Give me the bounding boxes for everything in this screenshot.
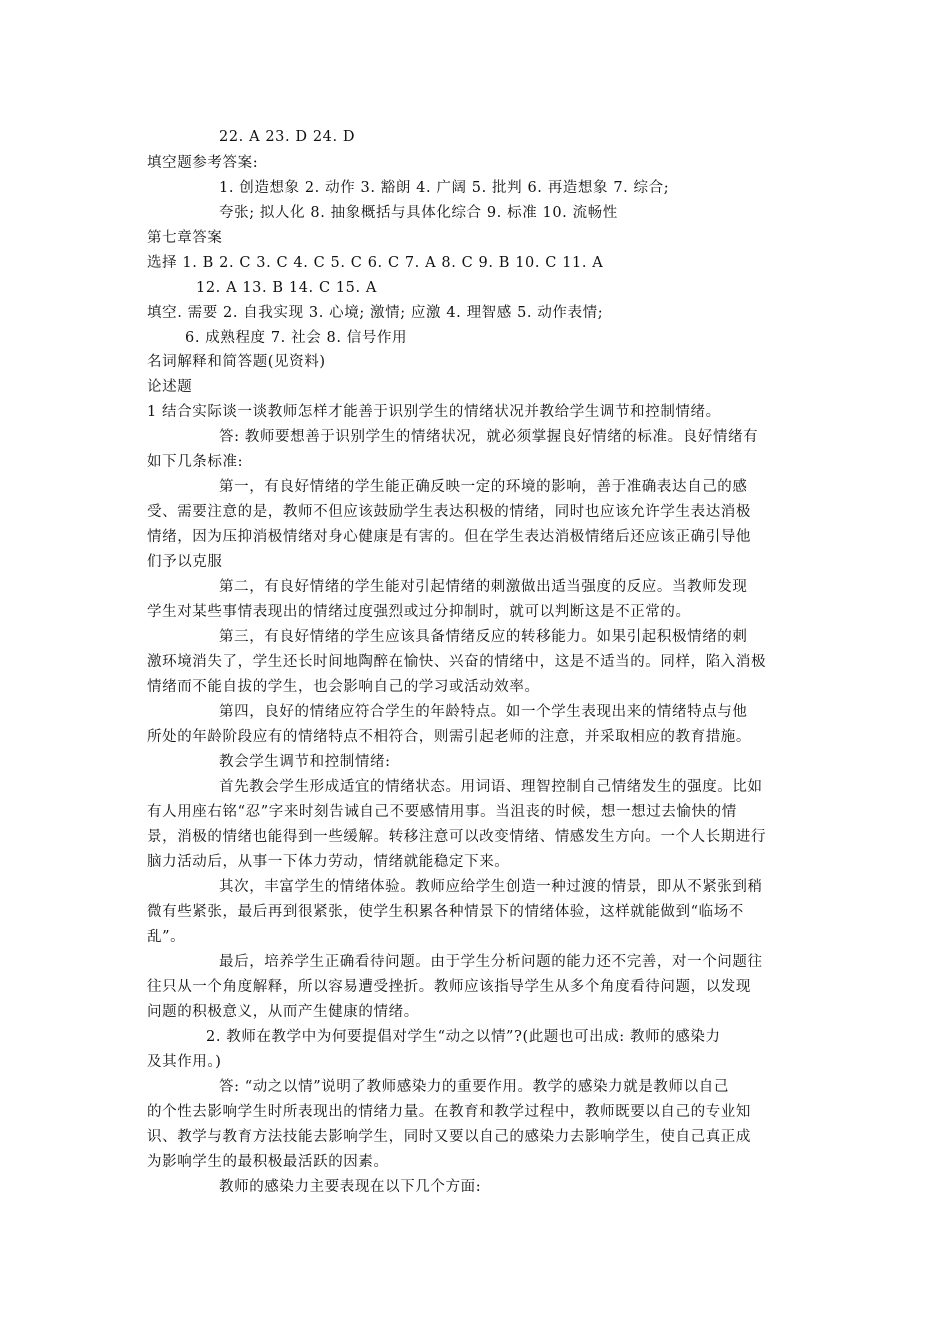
paragraph-line: 其次，丰富学生的情绪体验。教师应给学生创造一种过渡的情景，即从不紧张到稍 (219, 879, 763, 895)
question-1: 1 结合实际谈一谈教师怎样才能善于识别学生的情绪状况并教给学生调节和控制情绪。 (147, 404, 721, 420)
paragraph-line: 的个性去影响学生时所表现出的情绪力量。在教育和教学过程中，教师既要以自己的专业知 (147, 1104, 751, 1120)
question-2: 2. 教师在教学中为何要提倡对学生“动之以情”?(此题也可出成: 教师的感染力 (206, 1029, 721, 1045)
question-2-cont: 及其作用。) (147, 1054, 222, 1070)
text-line-choice-answers-1: 选择 1. B 2. C 3. C 4. C 5. C 6. C 7. A 8. C 9. B 10. C 11. A (147, 255, 604, 271)
heading-essay: 论述题 (147, 379, 193, 395)
paragraph-line: 第一，有良好情绪的学生能正确反映一定的环境的影响，善于准确表达自己的感 (219, 479, 748, 495)
text-line-fill-blank-2: 6. 成熟程度 7. 社会 8. 信号作用 (185, 330, 408, 346)
paragraph-line: 所处的年龄阶段应有的情绪特点不相符合，则需引起老师的注意，并采取相应的教育措施。 (147, 729, 751, 745)
paragraph-line: 最后，培养学生正确看待问题。由于学生分析问题的能力还不完善，对一个问题往 (219, 954, 763, 970)
paragraph-line: 情绪，因为压抑消极情绪对身心健康是有害的。但在学生表达消极情绪后还应该正确引导他 (147, 529, 751, 545)
paragraph-line: 如下几条标准: (147, 454, 244, 470)
paragraph-line: 问题的积极意义，从而产生健康的情绪。 (147, 1004, 419, 1020)
paragraph-line: 往只从一个角度解释，所以容易遭受挫折。教师应该指导学生从多个角度看待问题，以发现 (147, 979, 751, 995)
paragraph-line: 答: “动之以情”说明了教师感染力的重要作用。教学的感染力就是教师以自己 (219, 1079, 729, 1095)
text-line-choice-answers-2: 12. A 13. B 14. C 15. A (196, 280, 377, 296)
text-line-fill-answers-1: 1. 创造想象 2. 动作 3. 豁朗 4. 广阔 5. 批判 6. 再造想象 7. 综合; (219, 180, 670, 196)
paragraph-line: 受、需要注意的是，教师不但应该鼓励学生表达积极的情绪，同时也应该允许学生表达消极 (147, 504, 751, 520)
paragraph-line: 激环境消失了，学生还长时间地陶醉在愉快、兴奋的情绪中，这是不适当的。同样，陷入消极 (147, 654, 767, 670)
text-line-answers-22-24: 22. A 23. D 24. D (219, 129, 356, 145)
heading-chapter-7: 第七章答案 (147, 230, 223, 246)
paragraph-line: 教会学生调节和控制情绪: (219, 754, 391, 770)
heading-fill-in-answers: 填空题参考答案: (147, 155, 259, 171)
paragraph-line: 微有些紧张，最后再到很紧张，使学生积累各种情景下的情绪体验，这样就能做到“临场不 (147, 904, 744, 920)
paragraph-line: 第三，有良好情绪的学生应该具备情绪反应的转移能力。如果引起积极情绪的刺 (219, 629, 748, 645)
paragraph-line: 教师的感染力主要表现在以下几个方面: (219, 1179, 482, 1195)
paragraph-line: 第四，良好的情绪应符合学生的年龄特点。如一个学生表现出来的情绪特点与他 (219, 704, 748, 720)
paragraph-line: 们予以克服 (147, 554, 223, 570)
paragraph-line: 答: 教师要想善于识别学生的情绪状况，就必须掌握良好情绪的标准。良好情绪有 (219, 429, 759, 445)
paragraph-line: 脑力活动后，从事一下体力劳动，情绪就能稳定下来。 (147, 854, 510, 870)
paragraph-line: 乱”。 (147, 929, 186, 945)
paragraph-line: 学生对某些事情表现出的情绪过度强烈或过分抑制时，就可以判断这是不正常的。 (147, 604, 691, 620)
text-line-fill-blank-1: 填空. 需要 2. 自我实现 3. 心境; 激情; 应激 4. 理智感 5. 动作表情; (147, 305, 604, 321)
text-line-fill-answers-2: 夸张; 拟人化 8. 抽象概括与具体化综合 9. 标准 10. 流畅性 (219, 205, 618, 221)
paragraph-line: 景，消极的情绪也能得到一些缓解。转移注意可以改变情绪、情感发生方向。一个人长期进行 (147, 829, 767, 845)
heading-terms-short-answer: 名词解释和简答题(见资料) (147, 354, 326, 370)
paragraph-line: 有人用座右铭“忍”字来时刻告诫自己不要感情用事。当沮丧的时候，想一想过去愉快的情 (147, 804, 737, 820)
paragraph-line: 情绪而不能自拔的学生，也会影响自己的学习或活动效率。 (147, 679, 540, 695)
paragraph-line: 识、教学与教育方法技能去影响学生，同时又要以自己的感染力去影响学生，使自己真正成 (147, 1129, 751, 1145)
paragraph-line: 为影响学生的最积极最活跃的因素。 (147, 1154, 389, 1170)
paragraph-line: 第二，有良好情绪的学生能对引起情绪的刺激做出适当强度的反应。当教师发现 (219, 579, 748, 595)
paragraph-line: 首先教会学生形成适宜的情绪状态。用词语、理智控制自己情绪发生的强度。比如 (219, 779, 763, 795)
